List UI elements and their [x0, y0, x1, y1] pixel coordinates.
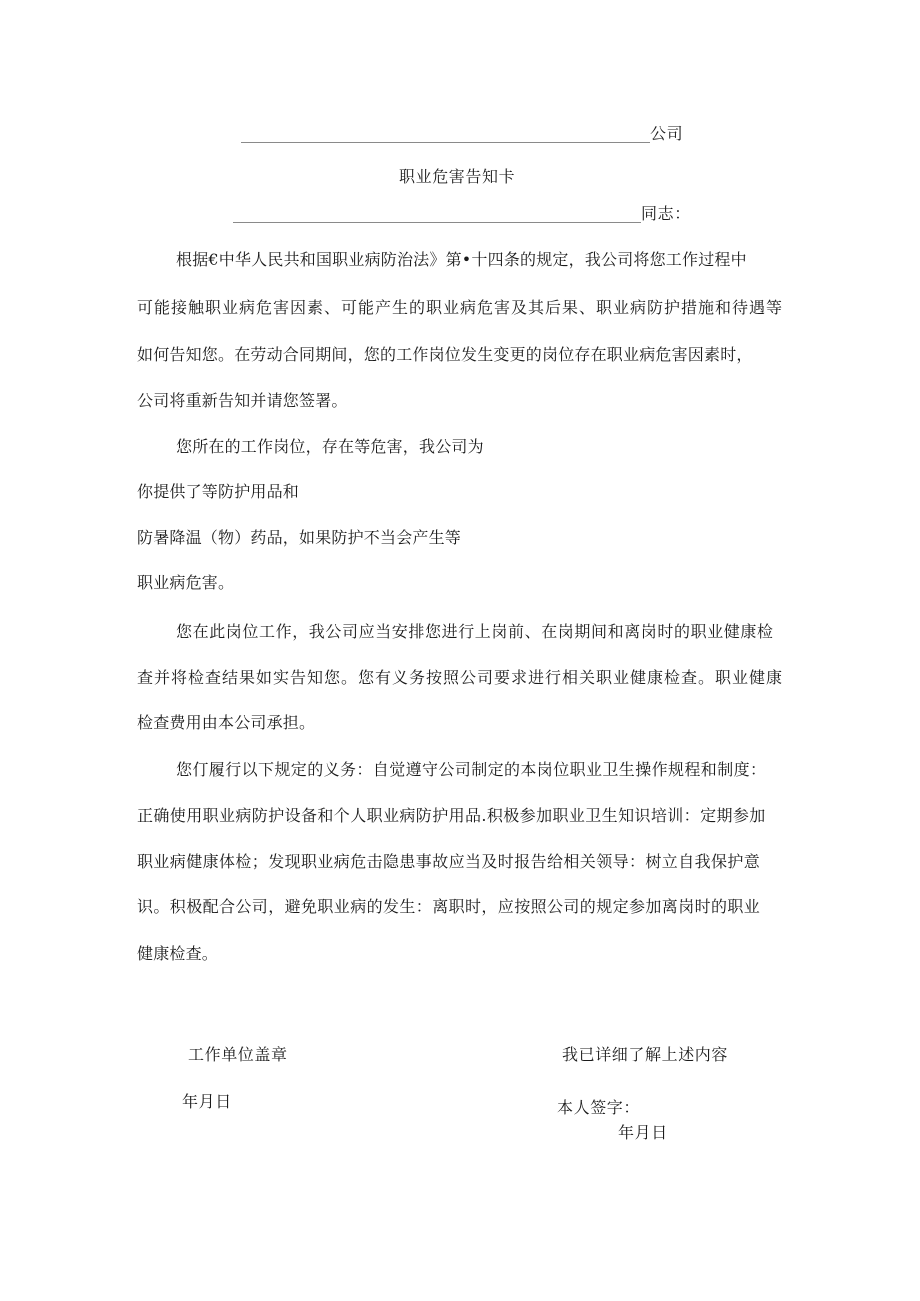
paragraph-line: 您在此岗位工作，我公司应当安排您进行上岗前、在岗期间和离岗时的职业健康检 [176, 622, 774, 641]
paragraph-line: 健康检查。 [137, 944, 219, 963]
paragraph-line: 职业病危害。 [137, 573, 235, 592]
acknowledge-label: 我已详细了解上述内容 [562, 1045, 729, 1064]
paragraph-line: 公司将重新告知并请您签署。 [137, 391, 348, 410]
paragraph-line: 根据€中华人民共和国职业病防治法》第•十四条的规定，我公司将您工作过程中 [176, 250, 747, 269]
company-name-blank[interactable] [241, 142, 650, 143]
paragraph-line: 你提供了等防护用品和 [137, 482, 300, 501]
paragraph-line: 可能接触职业病危害因素、可能产生的职业病危害及其后果、职业病防护措施和待遇等 [137, 298, 784, 317]
paragraph-line: 防暑降温（物）药品，如果防护不当会产生等 [137, 528, 462, 547]
paragraph-line: 您所在的工作岗位，存在等危害，我公司为 [176, 437, 484, 456]
employee-date-label: 年月日 [618, 1123, 668, 1142]
paragraph-line: 如何告知您。在劳动合同期间，您的工作岗位发生变更的岗位存在职业病危害因素时， [137, 345, 753, 364]
company-suffix: 公司 [650, 124, 684, 143]
document-title: 职业危害告知卡 [399, 167, 516, 186]
employee-signature-label[interactable]: 本人签字： [557, 1098, 641, 1117]
company-seal-label: 工作单位盖章 [188, 1045, 288, 1064]
employee-name-blank[interactable] [233, 222, 641, 223]
paragraph-line: 检查费用由本公司承担。 [137, 713, 316, 732]
paragraph-line: 识。积极配合公司，避免职业病的发生：离职时，应按照公司的规定参加离岗时的职业 [137, 897, 761, 916]
paragraph-line: 职业病健康体检；发现职业病危击隐患事故应当及时报告给相关领导：树立自我保护意 [137, 852, 761, 871]
salutation-suffix: 同志： [641, 204, 691, 223]
paragraph-line: 正确使用职业病防护设备和个人职业病防护用品.积极参加职业卫生知识培训：定期参加 [137, 806, 766, 825]
paragraph-line: 查并将检查结果如实告知您。您有义务按照公司要求进行相关职业健康检查。职业健康 [137, 668, 784, 687]
company-date-label: 年月日 [182, 1092, 232, 1111]
paragraph-line: 您仃履行以下规定的义务：自觉遵守公司制定的本岗位职业卫生操作规程和制度： [176, 760, 767, 779]
